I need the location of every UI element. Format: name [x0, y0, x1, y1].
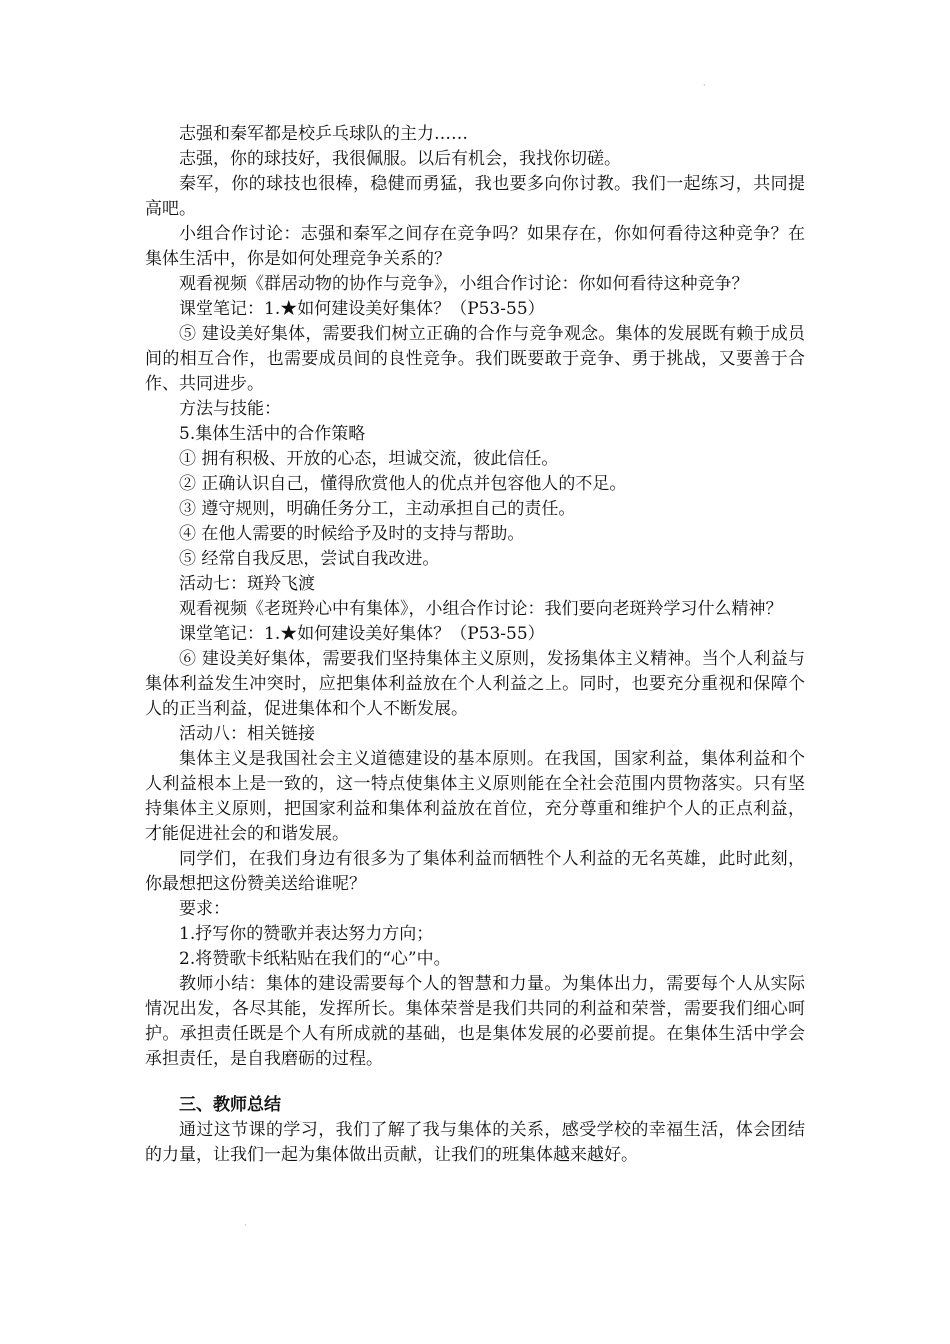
- paragraph: 小组合作讨论：志强和秦军之间存在竞争吗？如果存在，你如何看待这种竞争？在集体生活中，你是如何处理竞争关系的？: [145, 224, 805, 269]
- paragraph: 课堂笔记：1.★如何建设美好集体？（P53-55）: [179, 299, 545, 319]
- paragraph: 活动八：相关链接: [179, 724, 315, 744]
- paragraph: 集体主义是我国社会主义道德建设的基本原则。在我国，国家利益，集体利益和个人利益根本上是一致的，这一特点使集体主义原则能在全社会范围内贯物落实。只有坚持集体主义原则，把国家利益和集体利益放在首位，充分尊重和维护个人的正点利益，才能促进社会的和谐发展。: [145, 749, 805, 844]
- section-gap: [145, 1072, 805, 1093]
- top-dot-mark: ·: [703, 81, 706, 90]
- paragraph: 观看视频《群居动物的协作与竞争》，小组合作讨论：你如何看待这种竞争？: [179, 274, 749, 294]
- paragraph: 教师小结：集体的建设需要每个人的智慧和力量。为集体出力，需要每个人从实际情况出发，各尽其能，发挥所长。集体荣誉是我们共同的利益和荣誉，需要我们细心呵护。承担责任既是个人有所成就的基础，也是集体发展的必要前提。在集体生活中学会承担责任，是自我磨砺的过程。: [145, 974, 805, 1069]
- paragraph: 1.抒写你的赞歌并表达努力方向；: [179, 924, 434, 944]
- paragraph: 活动七：斑羚飞渡: [179, 574, 315, 594]
- paragraph: 志强，你的球技好，我很佩服。以后有机会，我找你切磋。: [179, 149, 621, 169]
- section-heading: 三、教师总结: [179, 1095, 281, 1115]
- paragraph: 通过这节课的学习，我们了解了我与集体的关系，感受学校的幸福生活，体会团结的力量，让我们一起为集体做出贡献，让我们的班集体越来越好。: [145, 1120, 805, 1165]
- paragraph: 观看视频《老斑羚心中有集体》，小组合作讨论：我们要向老斑羚学习什么精神？: [179, 599, 783, 619]
- paragraph: ② 正确认识自己，懂得欣赏他人的优点并包容他人的不足。: [179, 474, 627, 494]
- paragraph: 同学们，在我们身边有很多为了集体利益而牺牲个人利益的无名英雄，此时此刻，你最想把这份赞美送给谁呢？: [145, 849, 805, 894]
- paragraph: ⑤ 建设美好集体，需要我们树立正确的合作与竞争观念。集体的发展既有赖于成员间的相互合作，也需要成员间的良性竞争。我们既要敢于竞争、勇于挑战，又要善于合作、共同进步。: [145, 324, 805, 394]
- paragraph: ④ 在他人需要的时候给予及时的支持与帮助。: [179, 524, 525, 544]
- paragraph: 2.将赞歌卡纸粘贴在我们的“心”中。: [179, 949, 451, 969]
- paragraph: ⑤ 经常自我反思，尝试自我改进。: [179, 549, 440, 569]
- paragraph: 方法与技能：: [179, 399, 281, 419]
- paragraph: 5.集体生活中的合作策略: [179, 424, 366, 444]
- bottom-dot-mark: ·: [244, 1221, 247, 1230]
- paragraph: ③ 遵守规则，明确任务分工，主动承担自己的责任。: [179, 499, 576, 519]
- paragraph: 要求：: [179, 899, 230, 919]
- paragraph: 志强和秦军都是校乒乓球队的主力……: [179, 124, 468, 144]
- paragraph: ⑥ 建设美好集体，需要我们坚持集体主义原则，发扬集体主义精神。当个人利益与集体利益发生冲突时，应把集体利益放在个人利益之上。同时，也要充分重视和保障个人的正当利益，促进集体和个人不断发展。: [145, 649, 805, 719]
- paragraph: 秦军，你的球技也很棒，稳健而勇猛，我也要多向你讨教。我们一起练习，共同提高吧。: [145, 174, 805, 219]
- paragraph: 课堂笔记：1.★如何建设美好集体？（P53-55）: [179, 624, 545, 644]
- document-body: [145, 122, 805, 1168]
- paragraph: ① 拥有积极、开放的心态，坦诚交流，彼此信任。: [179, 449, 559, 469]
